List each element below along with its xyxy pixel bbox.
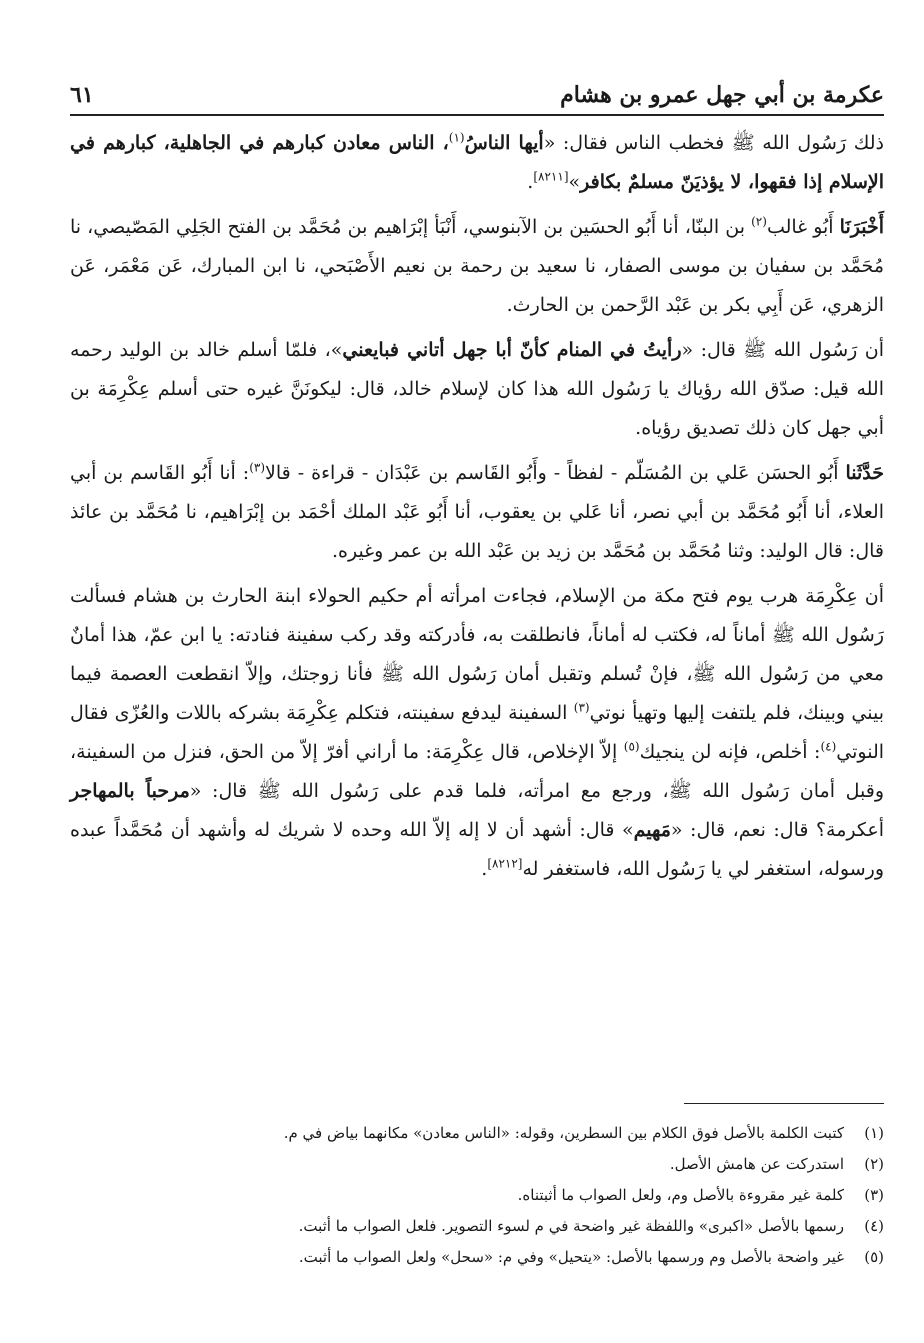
footnote-item (70, 1211, 884, 1242)
text-run: إلاّ الإخلاص، قال عِكْرِمَة: ما أراني أفرّ إلاّ من الحق، فنزل من السفينة، وقبل أمان رَسُول الله ﷺ، ورجع مع امرأته، فلما قدم على رَسُول الله ﷺ قال: « (70, 741, 885, 802)
text-run: : أخلص، فإنه لن ينجيك (639, 741, 821, 763)
text-run: . (527, 171, 534, 193)
hadith-text: مرحباً بالمهاجر (70, 780, 190, 802)
hadith-number: [٨٢١١] (533, 169, 569, 184)
chapter-title: عكرمة بن أبي جهل عمرو بن هشام (560, 82, 884, 108)
footnote-text: استدركت عن هامش الأصل. (669, 1155, 844, 1173)
running-header (70, 60, 884, 116)
footnote-ref: (٣) (573, 700, 590, 715)
footnote-number: (٢) (864, 1155, 884, 1173)
text-run: أَبُو غالب (766, 216, 840, 238)
footnote-item (70, 1242, 884, 1273)
text-run: أعكرمة؟ قال: نعم، قال: « (670, 819, 884, 841)
text-run: » (568, 171, 581, 193)
footnote-divider (684, 1103, 884, 1104)
footnote-item (70, 1180, 884, 1211)
footnote-item (70, 1118, 884, 1149)
paragraph-1 (70, 124, 884, 202)
footnote-text: رسمها بالأصل «اكبرى» واللفظة غير واضحة في م لسوء التصوير. فلعل الصواب ما أثبت. (298, 1217, 844, 1235)
footnote-item (70, 1149, 884, 1180)
footnotes (70, 1118, 884, 1273)
text-run: أن عِكْرِمَة هرب يوم فتح مكة من الإسلام، فجاءت امرأته أم حكيم الحولاء ابنة الحارث بن هشام فسألت رَسُول الله ﷺ أماناً له، فكتب له أماناً، فانطلقت به، فأدركته وقد ركب سفينة فنادته: يا ابن عمّ، هذا أمانٌ معي من رَسُول الله ﷺ، فإنْ تُسلم وتقبل أمان رَسُول الله ﷺ فأنا زوجتك، وإلاّ انقطعت العصمة فيما بيني وبينك، فلم يلتفت إليها وتهيأ نوتي (70, 585, 884, 724)
text-run: » قال: أشهد أن لا إله إلاّ الله وحده لا شريك له وأشهد أن مُحَمَّداً عبده ورسوله، استغفر لي يا رَسُول الله، فاستغفر له (70, 819, 884, 880)
footnote-ref: (٤) (820, 739, 837, 754)
page-number: ٦١ (70, 82, 94, 108)
hadith-text: ، الناس معادن كبارهم في الجاهلية، كبارهم في الإسلام إذا فقهوا، لا يؤذيَنّ مسلمٌ بكافر (70, 132, 884, 193)
text-run: السفينة ليدفع سفينته، فتكلم عِكْرِمَة بشركه باللات والعُزّى فقال النوتي (70, 702, 885, 763)
footnote-ref: (٢) (751, 214, 767, 229)
footnote-text: كلمة غير مقروءة بالأصل وم، ولعل الصواب ما أثبتناه. (517, 1186, 844, 1204)
hadith-text: مَهيم (633, 819, 671, 841)
text-run: . (481, 858, 488, 880)
text-run: »، فلمّا أسلم خالد بن الوليد رحمه الله قيل: صدّق الله رؤياك يا رَسُول الله هذا كان لإسلام خالد، قال: ليكونَنَّ غيره حتى أسلم عِكْرِمَة بن أبي جهل كان ذلك تصديق رؤياه. (70, 339, 884, 439)
footnote-text: كتبت الكلمة بالأصل فوق الكلام بين السطرين، وقوله: «الناس معادن» مكانهما بياض في م. (283, 1124, 844, 1142)
isnad-lead: أَخْبَرَنَا (839, 216, 884, 238)
isnad-lead: حَدَّثَنا (845, 462, 884, 484)
text-run: بن البنّا، أنا أَبُو الحسَين بن الآبنوسي، أَنْبَأ إبْرَاهيم بن مُحَمَّد بن الفتح الجَلِي المَصّيصي، نا مُحَمَّد بن سفيان بن موسى الصفار، نا سعيد بن رحمة بن نعيم الأَصْبَحي، نا ابن المبارك، عَن مَعْمَر، عَن الزهري، عَن أَبِي بكر بن عَبْد الرَّحمن بن الحارث. (70, 216, 884, 316)
text-run: أَبُو الحسَن عَلي بن المُسَلّم - لفظاً - وأَبُو القَاسم بن عَبْدَان - قراءة - قالا (265, 462, 846, 484)
footnote-ref: (٣) (249, 460, 266, 475)
footnote-text: غير واضحة بالأصل وم ورسمها بالأصل: «يتحيل» وفي م: «سحل» ولعل الصواب ما أثبت. (298, 1248, 844, 1266)
text-run: : أنا أَبُو القَاسم بن أبي العلاء، أنا أَبُو مُحَمَّد بن أبي نصر، أنا عَلي بن يعقوب، أنا أَبُو عَبْد الملك أحْمَد بن إبْرَاهيم، نا مُحَمَّد بن عائذ قال: قال الوليد: وثنا مُحَمَّد بن مُحَمَّد بن زيد بن عَبْد الله بن عمر وغيره. (70, 462, 884, 562)
paragraph-3 (70, 331, 884, 448)
footnote-number: (٥) (864, 1248, 884, 1266)
paragraph-2 (70, 208, 884, 325)
hadith-number: [٨٢١٢] (487, 856, 523, 871)
text-run: ذلك رَسُول الله ﷺ فخطب الناس فقال: « (543, 132, 884, 154)
footnote-number: (٤) (864, 1217, 884, 1235)
footnote-ref: (١) (448, 130, 465, 145)
hadith-text: رأيتُ في المنام كأنّ أبا جهل أتاني فبايعني (342, 339, 682, 361)
footnote-number: (١) (864, 1124, 884, 1142)
text-run: أن رَسُول الله ﷺ قال: « (681, 339, 885, 361)
main-text (70, 124, 884, 895)
footnote-ref: (٥) (623, 739, 640, 754)
hadith-text: أيها الناسُ (464, 132, 544, 154)
paragraph-5 (70, 577, 884, 889)
footnote-number: (٣) (864, 1186, 884, 1204)
paragraph-4 (70, 454, 884, 571)
